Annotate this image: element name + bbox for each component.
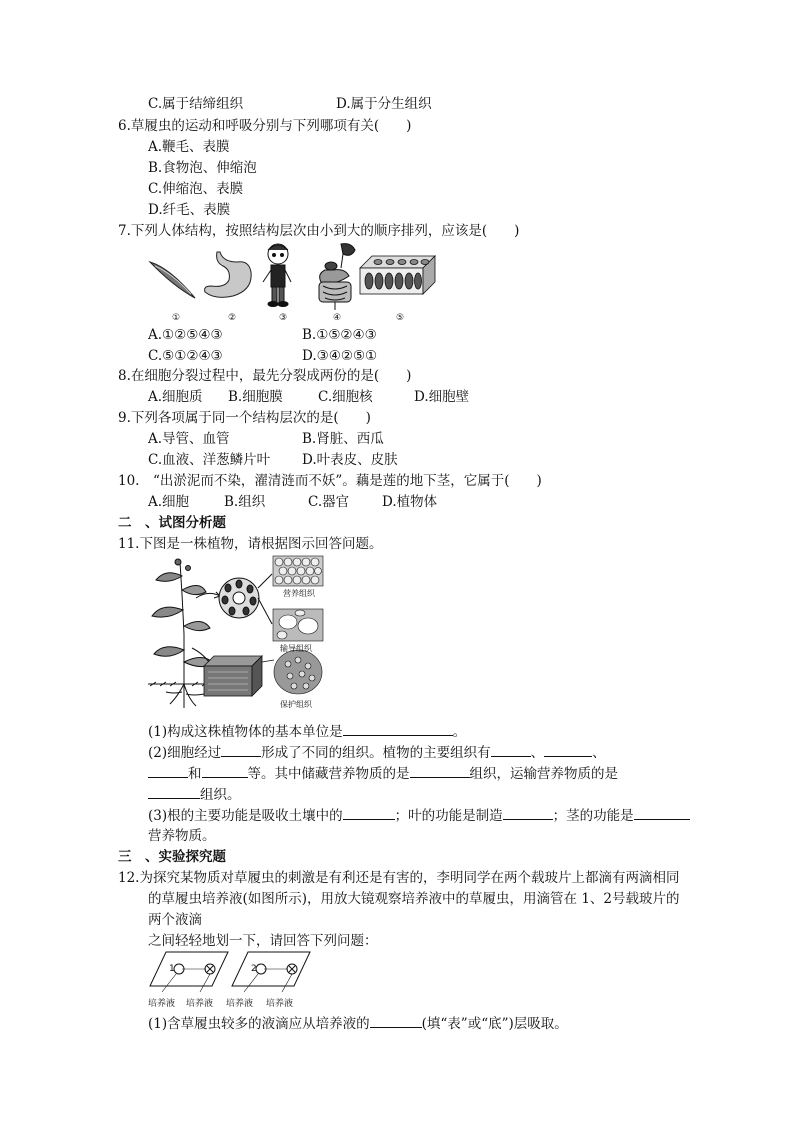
muscle-cell-drawing xyxy=(150,262,195,298)
answer-blank[interactable] xyxy=(544,743,592,757)
q7-option-c: C.⑤①②④③ xyxy=(148,348,223,364)
q12-caption-3: 培养液 xyxy=(226,999,254,1009)
q11-caption-protective: 保护组织 xyxy=(280,700,312,709)
q5-option-c: C.属于结缔组织 xyxy=(148,96,244,112)
q8-option-a: A.细胞质 xyxy=(148,389,203,405)
section-3-title: 三 、实验探究题 xyxy=(118,849,226,865)
slide-2 xyxy=(232,952,310,986)
epithelial-tissue-drawing xyxy=(360,256,435,294)
answer-blank[interactable] xyxy=(343,722,453,736)
q8-option-b: B.细胞膜 xyxy=(228,389,283,405)
q5-option-d: D.属于分生组织 xyxy=(336,96,432,112)
q7-figure-label-1: ① xyxy=(172,313,181,323)
q9-stem: 9.下列各项属于同一个结构层次的是( ) xyxy=(118,410,371,426)
answer-blank[interactable] xyxy=(148,764,188,778)
q10-option-b: B.组织 xyxy=(224,494,266,510)
q6-option-d: D.纤毛、表膜 xyxy=(148,202,231,218)
stomach-drawing xyxy=(205,252,252,297)
q11-part-1: (1)构成这株植物体的基本单位是 。 xyxy=(148,724,467,740)
q8-stem: 8.在细胞分裂过程中，最先分裂成两份的是( ) xyxy=(118,368,412,384)
q10-stem: 10. “出淤泥而不染，濯清涟而不妖”。藕是莲的地下茎，它属于( ) xyxy=(118,473,542,489)
q12-caption-4: 培养液 xyxy=(266,999,294,1009)
protective-tissue-drawing xyxy=(274,650,322,694)
root-tissue-block-drawing xyxy=(204,656,274,696)
q11-part-2-line-2: 和 等。其中储藏营养物质的是 组织，运输营养物质的是 xyxy=(148,764,618,783)
answer-blank[interactable] xyxy=(491,743,531,757)
digestive-system-drawing xyxy=(319,244,355,310)
q12-stem-line-4: 之间轻轻地划一下，请回答下列问题： xyxy=(148,933,378,949)
q11-stem: 11.下图是一株植物，请根据图示回答问题。 xyxy=(118,536,383,552)
q12-part-1: (1)含草履虫较多的液滴应从培养液的 (填“表”或“底”)层吸取。 xyxy=(148,1016,568,1032)
q7-option-a: A.①②⑤④③ xyxy=(148,327,223,343)
q9-option-b: B.肾脏、西瓜 xyxy=(302,431,384,447)
answer-blank[interactable] xyxy=(634,806,690,820)
q11-caption-conducting: 输导组织 xyxy=(280,644,312,653)
section-2-title: 二 、试图分析题 xyxy=(118,515,226,531)
slide-1 xyxy=(150,952,228,986)
q9-option-c: C.血液、洋葱鳞片叶 xyxy=(148,452,271,468)
slide-number-2: 2 xyxy=(251,964,257,974)
conducting-tissue-drawing xyxy=(273,609,323,641)
q9-option-d: D.叶表皮、皮肤 xyxy=(302,452,398,468)
q7-figure-label-2: ② xyxy=(228,313,237,323)
q12-stem-line-3: 两个液滴 xyxy=(148,912,202,928)
q8-option-d: D.细胞壁 xyxy=(414,389,470,405)
q11-caption-nutritive: 营养组织 xyxy=(283,589,315,598)
stem-cross-section-drawing xyxy=(219,574,272,624)
person-drawing xyxy=(263,244,291,307)
q12-stem-line-1: 12.为探究某物质对草履虫的刺激是有利还是有害的，李明同学在两个载玻片上都滴有两滴相同 xyxy=(118,870,680,886)
q11-part-3-line-2: 营养物质。 xyxy=(148,828,216,844)
answer-blank[interactable] xyxy=(148,785,200,799)
q7-option-d: D.③④②⑤① xyxy=(302,348,378,364)
answer-blank[interactable] xyxy=(202,764,248,778)
q12-caption-2: 培养液 xyxy=(186,999,214,1009)
q6-option-a: A.鞭毛、表膜 xyxy=(148,139,230,155)
answer-blank[interactable] xyxy=(410,764,470,778)
q12-caption-1: 培养液 xyxy=(148,999,176,1009)
q7-stem: 7.下列人体结构，按照结构层次由小到大的顺序排列，应该是( ) xyxy=(118,223,520,239)
q11-part-2-line-1: (2)细胞经过 形成了不同的组织。植物的主要组织有 、 、 xyxy=(148,745,606,761)
q6-stem: 6.草履虫的运动和呼吸分别与下列哪项有关( ) xyxy=(118,118,412,134)
q7-figure-label-4: ④ xyxy=(333,313,342,323)
q10-option-d: D.植物体 xyxy=(382,494,438,510)
q9-option-a: A.导管、血管 xyxy=(148,431,230,447)
nutritive-tissue-drawing xyxy=(273,556,323,586)
q10-option-c: C.器官 xyxy=(308,494,350,510)
q7-figure-label-3: ③ xyxy=(279,313,288,323)
q7-figure-label-5: ⑤ xyxy=(396,313,405,323)
q6-option-b: B.食物泡、伸缩泡 xyxy=(148,160,257,176)
q11-part-3-line-1: (3)根的主要功能是吸收土壤中的 ；叶的功能是制造 ；茎的功能是 xyxy=(148,806,690,825)
q6-option-c: C.伸缩泡、表膜 xyxy=(148,181,244,197)
answer-blank[interactable] xyxy=(221,743,261,757)
q8-option-c: C.细胞核 xyxy=(318,389,373,405)
q10-option-a: A.细胞 xyxy=(148,494,190,510)
q7-structures-figure xyxy=(145,240,445,324)
slide-number-1: 1 xyxy=(169,964,175,974)
q11-part-2-line-3: 组织。 xyxy=(148,785,241,804)
q12-stem-line-2: 的草履虫培养液(如图所示)，用放大镜观察培养液中的草履虫，用滴管在 1、2号载玻片的 xyxy=(148,891,680,907)
q7-option-b: B.①⑤②④③ xyxy=(302,327,377,343)
answer-blank[interactable] xyxy=(343,806,395,820)
q11-plant-figure xyxy=(148,554,338,712)
answer-blank[interactable] xyxy=(503,806,553,820)
answer-blank[interactable] xyxy=(370,1014,422,1028)
